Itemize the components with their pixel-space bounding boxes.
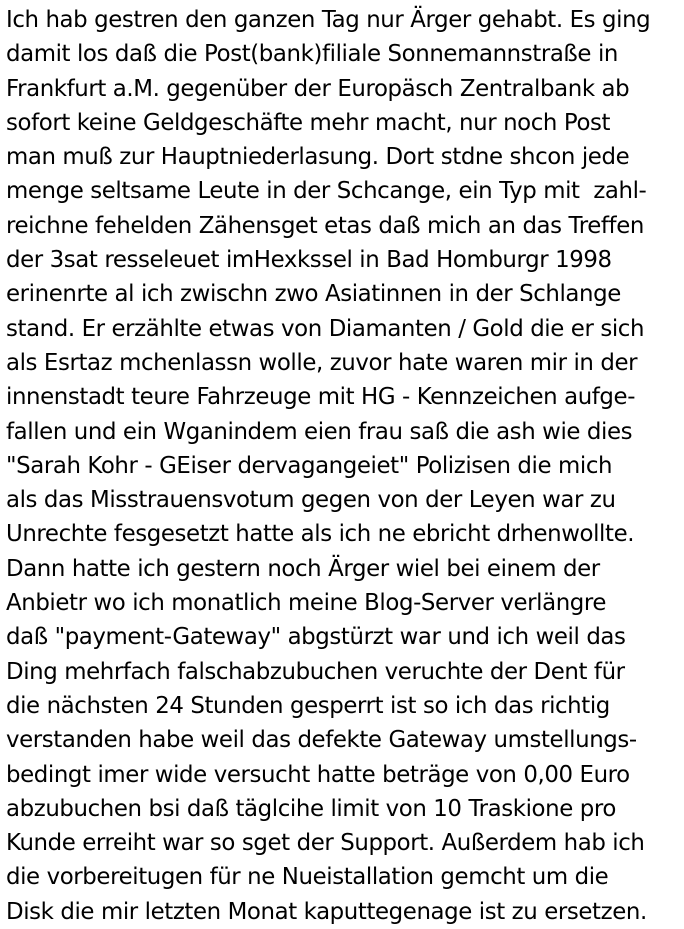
text-line: bedingt imer wide versucht hatte beträge von 0,00 Euro xyxy=(6,761,630,788)
text-line: die vorbereitugen für ne Nueistallation gemcht um die xyxy=(6,864,609,891)
document-body xyxy=(6,3,682,929)
text-line: "Sarah Kohr - GEiser dervagangeiet" Polizisen die mich xyxy=(6,452,613,479)
text-line: Frankfurt a.M. gegenüber der Europäsch Zentralbank ab xyxy=(6,75,630,102)
text-line: die nächsten 24 Stunden gesperrt ist so ich das richtig xyxy=(6,692,610,719)
text-line: Dann hatte ich gestern noch Ärger wiel bei einem der xyxy=(6,555,600,582)
text-line: fallen und ein Wganindem eien frau saß die ash wie dies xyxy=(6,418,633,445)
text-line: Kunde erreiht war so sget der Support. Außerdem hab ich xyxy=(6,830,645,857)
text-line: Disk die mir letzten Monat kaputtegenage ist zu ersetzen. xyxy=(6,898,647,925)
text-line: stand. Er erzählte etwas von Diamanten / Gold die er sich xyxy=(6,315,645,342)
text-line: daß "payment-Gateway" abgstürzt war und ich weil das xyxy=(6,624,626,651)
text-line: sofort keine Geldgeschäfte mehr macht, nur noch Post xyxy=(6,109,611,136)
text-line: Anbietr wo ich monatlich meine Blog-Server verlängre xyxy=(6,590,607,617)
text-line: als Esrtaz mchenlassn wolle, zuvor hate waren mir in der xyxy=(6,349,638,376)
text-line: damit los daß die Post(bank)filiale Sonnemannstraße in xyxy=(6,41,618,68)
text-line: der 3sat resseleuet imHexkssel in Bad Homburgr 1998 xyxy=(6,247,612,274)
text-line: Unrechte fesgesetzt hatte als ich ne ebricht drhenwollte. xyxy=(6,521,635,548)
text-line: erinenrte al ich zwischn zwo Asiatinnen in der Schlange xyxy=(6,281,621,308)
text-line: Ich hab gestren den ganzen Tag nur Ärger gehabt. Es ging xyxy=(6,7,651,33)
text-line: als das Misstrauensvotum gegen von der Leyen war zu xyxy=(6,487,616,514)
text-line: reichne fehelden Zähensget etas daß mich an das Treffen xyxy=(6,212,644,239)
text-line: innenstadt teure Fahrzeuge mit HG - Kennzeichen aufge- xyxy=(6,384,636,411)
text-line: verstanden habe weil das defekte Gateway umstellungs- xyxy=(6,727,637,754)
text-line: menge seltsame Leute in der Schcange, ein Typ mit zahl- xyxy=(6,178,647,205)
text-line: Ding mehrfach falschabzubuchen veruchte der Dent für xyxy=(6,658,625,685)
text-line: man muß zur Hauptniederlasung. Dort stdne shcon jede xyxy=(6,144,630,171)
text-line: abzubuchen bsi daß täglcihe limit von 10 Traskione pro xyxy=(6,795,616,822)
